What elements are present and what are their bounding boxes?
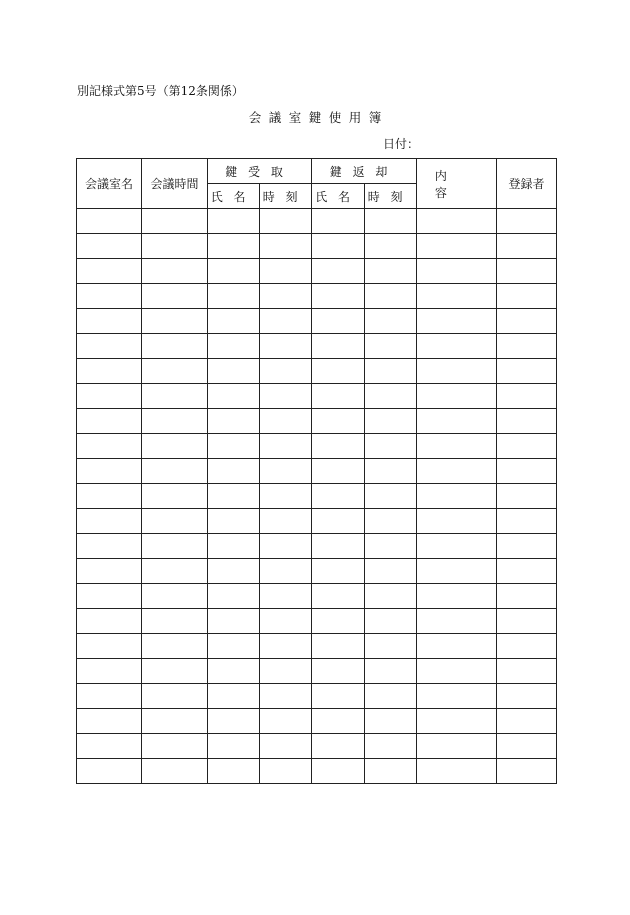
cell-registrant [497, 334, 557, 359]
cell-registrant [497, 384, 557, 409]
cell-content [417, 634, 497, 659]
cell-room-name [77, 684, 142, 709]
cell-content [417, 559, 497, 584]
cell-registrant [497, 534, 557, 559]
cell-meeting-time [142, 559, 208, 584]
cell-registrant [497, 559, 557, 584]
cell-room-name [77, 334, 142, 359]
cell-return-name [312, 309, 365, 334]
cell-return-time [365, 384, 417, 409]
cell-registrant [497, 434, 557, 459]
cell-return-name [312, 409, 365, 434]
header-return-time: 時刻 [365, 184, 417, 209]
header-content: 内容 [417, 159, 497, 209]
cell-registrant [497, 309, 557, 334]
cell-return-time [365, 684, 417, 709]
cell-return-name [312, 709, 365, 734]
cell-return-name [312, 284, 365, 309]
cell-meeting-time [142, 209, 208, 234]
cell-content [417, 409, 497, 434]
cell-content [417, 759, 497, 784]
cell-receipt-name [208, 509, 260, 534]
cell-registrant [497, 484, 557, 509]
cell-registrant [497, 634, 557, 659]
cell-meeting-time [142, 584, 208, 609]
cell-return-time [365, 309, 417, 334]
header-room-name: 会議室名 [77, 159, 142, 209]
cell-meeting-time [142, 409, 208, 434]
header-meeting-time: 会議時間 [142, 159, 208, 209]
cell-room-name [77, 659, 142, 684]
cell-content [417, 659, 497, 684]
cell-receipt-name [208, 634, 260, 659]
table-row [77, 509, 557, 534]
cell-receipt-name [208, 309, 260, 334]
cell-return-name [312, 759, 365, 784]
cell-meeting-time [142, 684, 208, 709]
cell-meeting-time [142, 234, 208, 259]
table-row [77, 559, 557, 584]
cell-return-time [365, 234, 417, 259]
cell-receipt-name [208, 209, 260, 234]
cell-receipt-time [260, 684, 312, 709]
cell-content [417, 509, 497, 534]
cell-return-time [365, 634, 417, 659]
cell-return-time [365, 434, 417, 459]
cell-return-name [312, 259, 365, 284]
table-row [77, 584, 557, 609]
cell-return-name [312, 334, 365, 359]
cell-registrant [497, 659, 557, 684]
header-return-name: 氏名 [312, 184, 365, 209]
cell-return-time [365, 734, 417, 759]
cell-content [417, 584, 497, 609]
cell-content [417, 359, 497, 384]
cell-return-time [365, 709, 417, 734]
header-key-receipt: 鍵受取 [208, 159, 312, 184]
table-row [77, 534, 557, 559]
cell-return-name [312, 659, 365, 684]
table-row [77, 309, 557, 334]
cell-registrant [497, 759, 557, 784]
cell-receipt-time [260, 359, 312, 384]
cell-return-name [312, 434, 365, 459]
cell-return-time [365, 284, 417, 309]
cell-receipt-time [260, 434, 312, 459]
cell-meeting-time [142, 634, 208, 659]
cell-return-name [312, 634, 365, 659]
cell-return-time [365, 334, 417, 359]
table-row [77, 234, 557, 259]
ledger-body [77, 209, 557, 784]
cell-room-name [77, 209, 142, 234]
cell-receipt-name [208, 759, 260, 784]
cell-receipt-name [208, 259, 260, 284]
table-row [77, 459, 557, 484]
cell-room-name [77, 409, 142, 434]
cell-receipt-name [208, 334, 260, 359]
cell-receipt-time [260, 459, 312, 484]
cell-meeting-time [142, 509, 208, 534]
cell-registrant [497, 709, 557, 734]
cell-receipt-time [260, 259, 312, 284]
cell-return-time [365, 359, 417, 384]
table-row [77, 634, 557, 659]
cell-room-name [77, 559, 142, 584]
cell-return-time [365, 559, 417, 584]
table-row [77, 759, 557, 784]
cell-receipt-time [260, 709, 312, 734]
cell-room-name [77, 709, 142, 734]
cell-return-time [365, 484, 417, 509]
cell-return-time [365, 459, 417, 484]
header-receipt-name: 氏名 [208, 184, 260, 209]
cell-return-name [312, 209, 365, 234]
cell-content [417, 309, 497, 334]
cell-receipt-name [208, 484, 260, 509]
cell-receipt-time [260, 334, 312, 359]
table-row [77, 684, 557, 709]
cell-receipt-time [260, 384, 312, 409]
table-row [77, 209, 557, 234]
cell-room-name [77, 734, 142, 759]
cell-return-name [312, 684, 365, 709]
cell-receipt-time [260, 609, 312, 634]
cell-receipt-time [260, 284, 312, 309]
cell-return-name [312, 534, 365, 559]
cell-receipt-name [208, 659, 260, 684]
table-row [77, 659, 557, 684]
cell-meeting-time [142, 534, 208, 559]
cell-receipt-time [260, 759, 312, 784]
cell-receipt-time [260, 659, 312, 684]
table-row [77, 284, 557, 309]
cell-receipt-time [260, 209, 312, 234]
cell-content [417, 684, 497, 709]
cell-receipt-name [208, 384, 260, 409]
cell-receipt-name [208, 409, 260, 434]
cell-receipt-name [208, 709, 260, 734]
cell-receipt-name [208, 684, 260, 709]
cell-room-name [77, 434, 142, 459]
cell-receipt-time [260, 559, 312, 584]
cell-return-time [365, 259, 417, 284]
cell-registrant [497, 284, 557, 309]
cell-receipt-time [260, 584, 312, 609]
cell-meeting-time [142, 484, 208, 509]
cell-return-name [312, 359, 365, 384]
cell-room-name [77, 634, 142, 659]
cell-return-time [365, 759, 417, 784]
cell-content [417, 734, 497, 759]
table-row [77, 709, 557, 734]
cell-meeting-time [142, 384, 208, 409]
cell-room-name [77, 459, 142, 484]
cell-registrant [497, 409, 557, 434]
cell-room-name [77, 759, 142, 784]
cell-return-name [312, 734, 365, 759]
document-title: 会議室鍵使用簿 [248, 110, 389, 125]
cell-receipt-time [260, 234, 312, 259]
cell-return-time [365, 209, 417, 234]
cell-room-name [77, 384, 142, 409]
cell-return-time [365, 534, 417, 559]
cell-receipt-time [260, 484, 312, 509]
cell-room-name [77, 584, 142, 609]
cell-content [417, 234, 497, 259]
date-label: 日付： [383, 137, 420, 151]
cell-content [417, 484, 497, 509]
cell-registrant [497, 259, 557, 284]
cell-registrant [497, 234, 557, 259]
cell-receipt-name [208, 459, 260, 484]
cell-content [417, 609, 497, 634]
cell-room-name [77, 359, 142, 384]
cell-registrant [497, 609, 557, 634]
cell-registrant [497, 584, 557, 609]
table-row [77, 609, 557, 634]
cell-return-name [312, 584, 365, 609]
cell-content [417, 534, 497, 559]
cell-receipt-name [208, 584, 260, 609]
cell-return-name [312, 559, 365, 584]
cell-meeting-time [142, 609, 208, 634]
cell-receipt-name [208, 609, 260, 634]
cell-receipt-name [208, 359, 260, 384]
cell-content [417, 709, 497, 734]
cell-registrant [497, 684, 557, 709]
table-row [77, 359, 557, 384]
cell-content [417, 284, 497, 309]
cell-meeting-time [142, 759, 208, 784]
cell-return-time [365, 409, 417, 434]
cell-content [417, 334, 497, 359]
table-row [77, 409, 557, 434]
cell-registrant [497, 359, 557, 384]
header-receipt-time: 時刻 [260, 184, 312, 209]
cell-return-name [312, 609, 365, 634]
cell-room-name [77, 509, 142, 534]
cell-registrant [497, 459, 557, 484]
cell-meeting-time [142, 459, 208, 484]
cell-meeting-time [142, 434, 208, 459]
cell-content [417, 209, 497, 234]
cell-registrant [497, 509, 557, 534]
cell-return-time [365, 584, 417, 609]
cell-room-name [77, 284, 142, 309]
cell-return-name [312, 459, 365, 484]
cell-receipt-time [260, 309, 312, 334]
cell-room-name [77, 609, 142, 634]
cell-room-name [77, 259, 142, 284]
cell-receipt-time [260, 634, 312, 659]
cell-registrant [497, 734, 557, 759]
table-row [77, 334, 557, 359]
cell-receipt-time [260, 409, 312, 434]
cell-return-time [365, 509, 417, 534]
cell-return-time [365, 609, 417, 634]
cell-return-name [312, 234, 365, 259]
cell-receipt-name [208, 559, 260, 584]
cell-receipt-name [208, 534, 260, 559]
cell-room-name [77, 484, 142, 509]
cell-room-name [77, 309, 142, 334]
cell-meeting-time [142, 284, 208, 309]
cell-meeting-time [142, 734, 208, 759]
table-row [77, 434, 557, 459]
cell-receipt-time [260, 509, 312, 534]
cell-meeting-time [142, 334, 208, 359]
cell-content [417, 459, 497, 484]
header-key-return: 鍵返却 [312, 159, 417, 184]
cell-return-time [365, 659, 417, 684]
cell-receipt-time [260, 534, 312, 559]
cell-registrant [497, 209, 557, 234]
table-row [77, 734, 557, 759]
cell-meeting-time [142, 709, 208, 734]
cell-return-name [312, 384, 365, 409]
form-number: 別記様式第5号（第12条関係） [77, 84, 244, 98]
key-usage-ledger-table [76, 158, 557, 784]
cell-receipt-name [208, 434, 260, 459]
header-row-1 [77, 159, 557, 184]
cell-receipt-name [208, 284, 260, 309]
table-row [77, 484, 557, 509]
table-row [77, 384, 557, 409]
cell-meeting-time [142, 659, 208, 684]
header-registrant: 登録者 [497, 159, 557, 209]
cell-receipt-time [260, 734, 312, 759]
cell-receipt-name [208, 234, 260, 259]
cell-meeting-time [142, 309, 208, 334]
cell-return-name [312, 484, 365, 509]
cell-content [417, 259, 497, 284]
cell-content [417, 434, 497, 459]
cell-return-name [312, 509, 365, 534]
cell-content [417, 384, 497, 409]
cell-room-name [77, 534, 142, 559]
table-row [77, 259, 557, 284]
cell-meeting-time [142, 259, 208, 284]
cell-receipt-name [208, 734, 260, 759]
cell-room-name [77, 234, 142, 259]
cell-meeting-time [142, 359, 208, 384]
